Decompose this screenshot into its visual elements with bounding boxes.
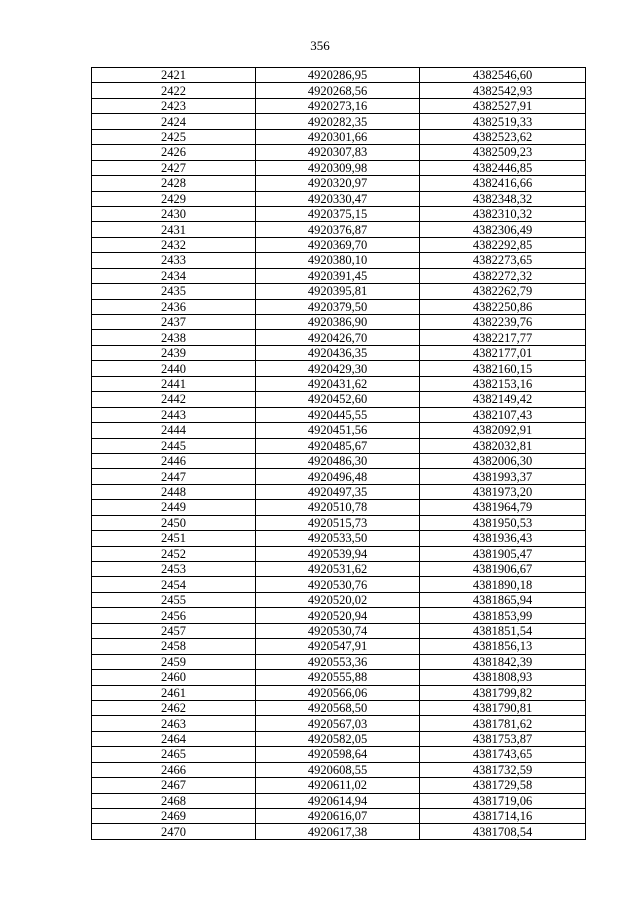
table-row bbox=[92, 176, 586, 191]
x-coordinate-cell: 4920376,87 bbox=[256, 222, 420, 237]
point-number-cell: 2457 bbox=[92, 623, 256, 638]
y-coordinate-cell: 4382107,43 bbox=[420, 407, 586, 422]
x-coordinate-cell: 4920520,02 bbox=[256, 592, 420, 607]
table-row bbox=[92, 623, 586, 638]
point-number-cell: 2450 bbox=[92, 515, 256, 530]
y-coordinate-cell: 4382292,85 bbox=[420, 237, 586, 252]
y-coordinate-cell: 4382006,30 bbox=[420, 453, 586, 468]
x-coordinate-cell: 4920617,38 bbox=[256, 824, 420, 839]
table-row bbox=[92, 268, 586, 283]
x-coordinate-cell: 4920375,15 bbox=[256, 206, 420, 221]
table-row bbox=[92, 500, 586, 515]
x-coordinate-cell: 4920485,67 bbox=[256, 438, 420, 453]
table-row bbox=[92, 114, 586, 129]
point-number-cell: 2469 bbox=[92, 809, 256, 824]
table-row bbox=[92, 315, 586, 330]
x-coordinate-cell: 4920496,48 bbox=[256, 469, 420, 484]
point-number-cell: 2424 bbox=[92, 114, 256, 129]
x-coordinate-cell: 4920431,62 bbox=[256, 376, 420, 391]
y-coordinate-cell: 4382546,60 bbox=[420, 68, 586, 83]
y-coordinate-cell: 4382149,42 bbox=[420, 392, 586, 407]
table-row bbox=[92, 206, 586, 221]
x-coordinate-cell: 4920307,83 bbox=[256, 145, 420, 160]
x-coordinate-cell: 4920531,62 bbox=[256, 562, 420, 577]
table-row bbox=[92, 562, 586, 577]
table-row bbox=[92, 68, 586, 83]
y-coordinate-cell: 4382509,23 bbox=[420, 145, 586, 160]
table-row bbox=[92, 299, 586, 314]
table-row bbox=[92, 515, 586, 530]
table-row bbox=[92, 284, 586, 299]
y-coordinate-cell: 4382527,91 bbox=[420, 98, 586, 113]
y-coordinate-cell: 4381799,82 bbox=[420, 685, 586, 700]
x-coordinate-cell: 4920426,70 bbox=[256, 330, 420, 345]
table-row bbox=[92, 361, 586, 376]
y-coordinate-cell: 4382217,77 bbox=[420, 330, 586, 345]
table-row bbox=[92, 98, 586, 113]
point-number-cell: 2459 bbox=[92, 654, 256, 669]
y-coordinate-cell: 4382416,66 bbox=[420, 176, 586, 191]
x-coordinate-cell: 4920268,56 bbox=[256, 83, 420, 98]
y-coordinate-cell: 4381729,58 bbox=[420, 778, 586, 793]
y-coordinate-cell: 4381853,99 bbox=[420, 608, 586, 623]
y-coordinate-cell: 4381790,81 bbox=[420, 700, 586, 715]
x-coordinate-cell: 4920429,30 bbox=[256, 361, 420, 376]
point-number-cell: 2431 bbox=[92, 222, 256, 237]
point-number-cell: 2421 bbox=[92, 68, 256, 83]
y-coordinate-cell: 4382446,85 bbox=[420, 160, 586, 175]
point-number-cell: 2422 bbox=[92, 83, 256, 98]
point-number-cell: 2438 bbox=[92, 330, 256, 345]
point-number-cell: 2453 bbox=[92, 562, 256, 577]
x-coordinate-cell: 4920301,66 bbox=[256, 129, 420, 144]
table-row bbox=[92, 83, 586, 98]
x-coordinate-cell: 4920614,94 bbox=[256, 793, 420, 808]
point-number-cell: 2458 bbox=[92, 639, 256, 654]
x-coordinate-cell: 4920547,91 bbox=[256, 639, 420, 654]
point-number-cell: 2433 bbox=[92, 253, 256, 268]
point-number-cell: 2451 bbox=[92, 531, 256, 546]
x-coordinate-cell: 4920520,94 bbox=[256, 608, 420, 623]
point-number-cell: 2456 bbox=[92, 608, 256, 623]
y-coordinate-cell: 4381719,06 bbox=[420, 793, 586, 808]
point-number-cell: 2447 bbox=[92, 469, 256, 484]
x-coordinate-cell: 4920391,45 bbox=[256, 268, 420, 283]
point-number-cell: 2470 bbox=[92, 824, 256, 839]
point-number-cell: 2455 bbox=[92, 592, 256, 607]
point-number-cell: 2443 bbox=[92, 407, 256, 422]
point-number-cell: 2448 bbox=[92, 484, 256, 499]
y-coordinate-cell: 4381781,62 bbox=[420, 716, 586, 731]
table-row bbox=[92, 376, 586, 391]
point-number-cell: 2442 bbox=[92, 392, 256, 407]
y-coordinate-cell: 4381890,18 bbox=[420, 577, 586, 592]
y-coordinate-cell: 4381851,54 bbox=[420, 623, 586, 638]
point-number-cell: 2445 bbox=[92, 438, 256, 453]
x-coordinate-cell: 4920608,55 bbox=[256, 762, 420, 777]
table-row bbox=[92, 392, 586, 407]
table-row bbox=[92, 129, 586, 144]
point-number-cell: 2440 bbox=[92, 361, 256, 376]
x-coordinate-cell: 4920436,35 bbox=[256, 345, 420, 360]
y-coordinate-cell: 4382239,76 bbox=[420, 315, 586, 330]
coordinates-table bbox=[91, 67, 586, 840]
point-number-cell: 2426 bbox=[92, 145, 256, 160]
point-number-cell: 2464 bbox=[92, 731, 256, 746]
y-coordinate-cell: 4381906,67 bbox=[420, 562, 586, 577]
table-row bbox=[92, 222, 586, 237]
point-number-cell: 2467 bbox=[92, 778, 256, 793]
x-coordinate-cell: 4920598,64 bbox=[256, 747, 420, 762]
y-coordinate-cell: 4381808,93 bbox=[420, 670, 586, 685]
x-coordinate-cell: 4920286,95 bbox=[256, 68, 420, 83]
table-row bbox=[92, 438, 586, 453]
y-coordinate-cell: 4382523,62 bbox=[420, 129, 586, 144]
y-coordinate-cell: 4381732,59 bbox=[420, 762, 586, 777]
x-coordinate-cell: 4920611,02 bbox=[256, 778, 420, 793]
x-coordinate-cell: 4920380,10 bbox=[256, 253, 420, 268]
table-row bbox=[92, 654, 586, 669]
y-coordinate-cell: 4381973,20 bbox=[420, 484, 586, 499]
x-coordinate-cell: 4920451,56 bbox=[256, 423, 420, 438]
x-coordinate-cell: 4920555,88 bbox=[256, 670, 420, 685]
y-coordinate-cell: 4381950,53 bbox=[420, 515, 586, 530]
table-row bbox=[92, 407, 586, 422]
table-row bbox=[92, 685, 586, 700]
x-coordinate-cell: 4920379,50 bbox=[256, 299, 420, 314]
table-row bbox=[92, 747, 586, 762]
table-row bbox=[92, 700, 586, 715]
point-number-cell: 2444 bbox=[92, 423, 256, 438]
point-number-cell: 2452 bbox=[92, 546, 256, 561]
table-row bbox=[92, 469, 586, 484]
y-coordinate-cell: 4381936,43 bbox=[420, 531, 586, 546]
point-number-cell: 2425 bbox=[92, 129, 256, 144]
table-row bbox=[92, 345, 586, 360]
x-coordinate-cell: 4920282,35 bbox=[256, 114, 420, 129]
y-coordinate-cell: 4381856,13 bbox=[420, 639, 586, 654]
coordinates-table-body bbox=[92, 68, 586, 840]
y-coordinate-cell: 4382160,15 bbox=[420, 361, 586, 376]
point-number-cell: 2439 bbox=[92, 345, 256, 360]
y-coordinate-cell: 4381865,94 bbox=[420, 592, 586, 607]
y-coordinate-cell: 4381743,65 bbox=[420, 747, 586, 762]
page-number: 356 bbox=[310, 38, 330, 53]
point-number-cell: 2468 bbox=[92, 793, 256, 808]
table-row bbox=[92, 577, 586, 592]
point-number-cell: 2435 bbox=[92, 284, 256, 299]
point-number-cell: 2461 bbox=[92, 685, 256, 700]
y-coordinate-cell: 4381964,79 bbox=[420, 500, 586, 515]
table-row bbox=[92, 253, 586, 268]
x-coordinate-cell: 4920616,07 bbox=[256, 809, 420, 824]
table-row bbox=[92, 778, 586, 793]
point-number-cell: 2430 bbox=[92, 206, 256, 221]
y-coordinate-cell: 4381842,39 bbox=[420, 654, 586, 669]
x-coordinate-cell: 4920530,74 bbox=[256, 623, 420, 638]
y-coordinate-cell: 4381708,54 bbox=[420, 824, 586, 839]
table-row bbox=[92, 608, 586, 623]
table-row bbox=[92, 762, 586, 777]
y-coordinate-cell: 4382272,32 bbox=[420, 268, 586, 283]
x-coordinate-cell: 4920567,03 bbox=[256, 716, 420, 731]
table-row bbox=[92, 423, 586, 438]
point-number-cell: 2449 bbox=[92, 500, 256, 515]
point-number-cell: 2427 bbox=[92, 160, 256, 175]
x-coordinate-cell: 4920486,30 bbox=[256, 453, 420, 468]
x-coordinate-cell: 4920510,78 bbox=[256, 500, 420, 515]
table-row bbox=[92, 731, 586, 746]
x-coordinate-cell: 4920582,05 bbox=[256, 731, 420, 746]
y-coordinate-cell: 4382310,32 bbox=[420, 206, 586, 221]
point-number-cell: 2432 bbox=[92, 237, 256, 252]
y-coordinate-cell: 4382306,49 bbox=[420, 222, 586, 237]
point-number-cell: 2454 bbox=[92, 577, 256, 592]
y-coordinate-cell: 4382262,79 bbox=[420, 284, 586, 299]
x-coordinate-cell: 4920539,94 bbox=[256, 546, 420, 561]
table-row bbox=[92, 531, 586, 546]
x-coordinate-cell: 4920395,81 bbox=[256, 284, 420, 299]
x-coordinate-cell: 4920369,70 bbox=[256, 237, 420, 252]
point-number-cell: 2446 bbox=[92, 453, 256, 468]
point-number-cell: 2423 bbox=[92, 98, 256, 113]
x-coordinate-cell: 4920533,50 bbox=[256, 531, 420, 546]
y-coordinate-cell: 4382092,91 bbox=[420, 423, 586, 438]
x-coordinate-cell: 4920553,36 bbox=[256, 654, 420, 669]
table-row bbox=[92, 330, 586, 345]
y-coordinate-cell: 4382273,65 bbox=[420, 253, 586, 268]
table-row bbox=[92, 484, 586, 499]
y-coordinate-cell: 4382519,33 bbox=[420, 114, 586, 129]
point-number-cell: 2436 bbox=[92, 299, 256, 314]
table-row bbox=[92, 160, 586, 175]
x-coordinate-cell: 4920386,90 bbox=[256, 315, 420, 330]
x-coordinate-cell: 4920497,35 bbox=[256, 484, 420, 499]
y-coordinate-cell: 4382177,01 bbox=[420, 345, 586, 360]
x-coordinate-cell: 4920530,76 bbox=[256, 577, 420, 592]
point-number-cell: 2428 bbox=[92, 176, 256, 191]
x-coordinate-cell: 4920320,97 bbox=[256, 176, 420, 191]
point-number-cell: 2465 bbox=[92, 747, 256, 762]
y-coordinate-cell: 4381993,37 bbox=[420, 469, 586, 484]
y-coordinate-cell: 4382032,81 bbox=[420, 438, 586, 453]
point-number-cell: 2466 bbox=[92, 762, 256, 777]
table-row bbox=[92, 546, 586, 561]
point-number-cell: 2460 bbox=[92, 670, 256, 685]
y-coordinate-cell: 4381714,16 bbox=[420, 809, 586, 824]
x-coordinate-cell: 4920309,98 bbox=[256, 160, 420, 175]
y-coordinate-cell: 4382542,93 bbox=[420, 83, 586, 98]
table-row bbox=[92, 145, 586, 160]
y-coordinate-cell: 4382250,86 bbox=[420, 299, 586, 314]
x-coordinate-cell: 4920330,47 bbox=[256, 191, 420, 206]
table-row bbox=[92, 592, 586, 607]
y-coordinate-cell: 4382153,16 bbox=[420, 376, 586, 391]
table-row bbox=[92, 793, 586, 808]
y-coordinate-cell: 4381753,87 bbox=[420, 731, 586, 746]
point-number-cell: 2441 bbox=[92, 376, 256, 391]
table-row bbox=[92, 639, 586, 654]
x-coordinate-cell: 4920445,55 bbox=[256, 407, 420, 422]
x-coordinate-cell: 4920273,16 bbox=[256, 98, 420, 113]
table-row bbox=[92, 824, 586, 839]
table-row bbox=[92, 670, 586, 685]
y-coordinate-cell: 4381905,47 bbox=[420, 546, 586, 561]
point-number-cell: 2462 bbox=[92, 700, 256, 715]
point-number-cell: 2463 bbox=[92, 716, 256, 731]
point-number-cell: 2434 bbox=[92, 268, 256, 283]
x-coordinate-cell: 4920452,60 bbox=[256, 392, 420, 407]
table-row bbox=[92, 716, 586, 731]
table-row bbox=[92, 191, 586, 206]
table-row bbox=[92, 809, 586, 824]
point-number-cell: 2429 bbox=[92, 191, 256, 206]
x-coordinate-cell: 4920568,50 bbox=[256, 700, 420, 715]
x-coordinate-cell: 4920566,06 bbox=[256, 685, 420, 700]
table-row bbox=[92, 237, 586, 252]
table-row bbox=[92, 453, 586, 468]
point-number-cell: 2437 bbox=[92, 315, 256, 330]
x-coordinate-cell: 4920515,73 bbox=[256, 515, 420, 530]
y-coordinate-cell: 4382348,32 bbox=[420, 191, 586, 206]
